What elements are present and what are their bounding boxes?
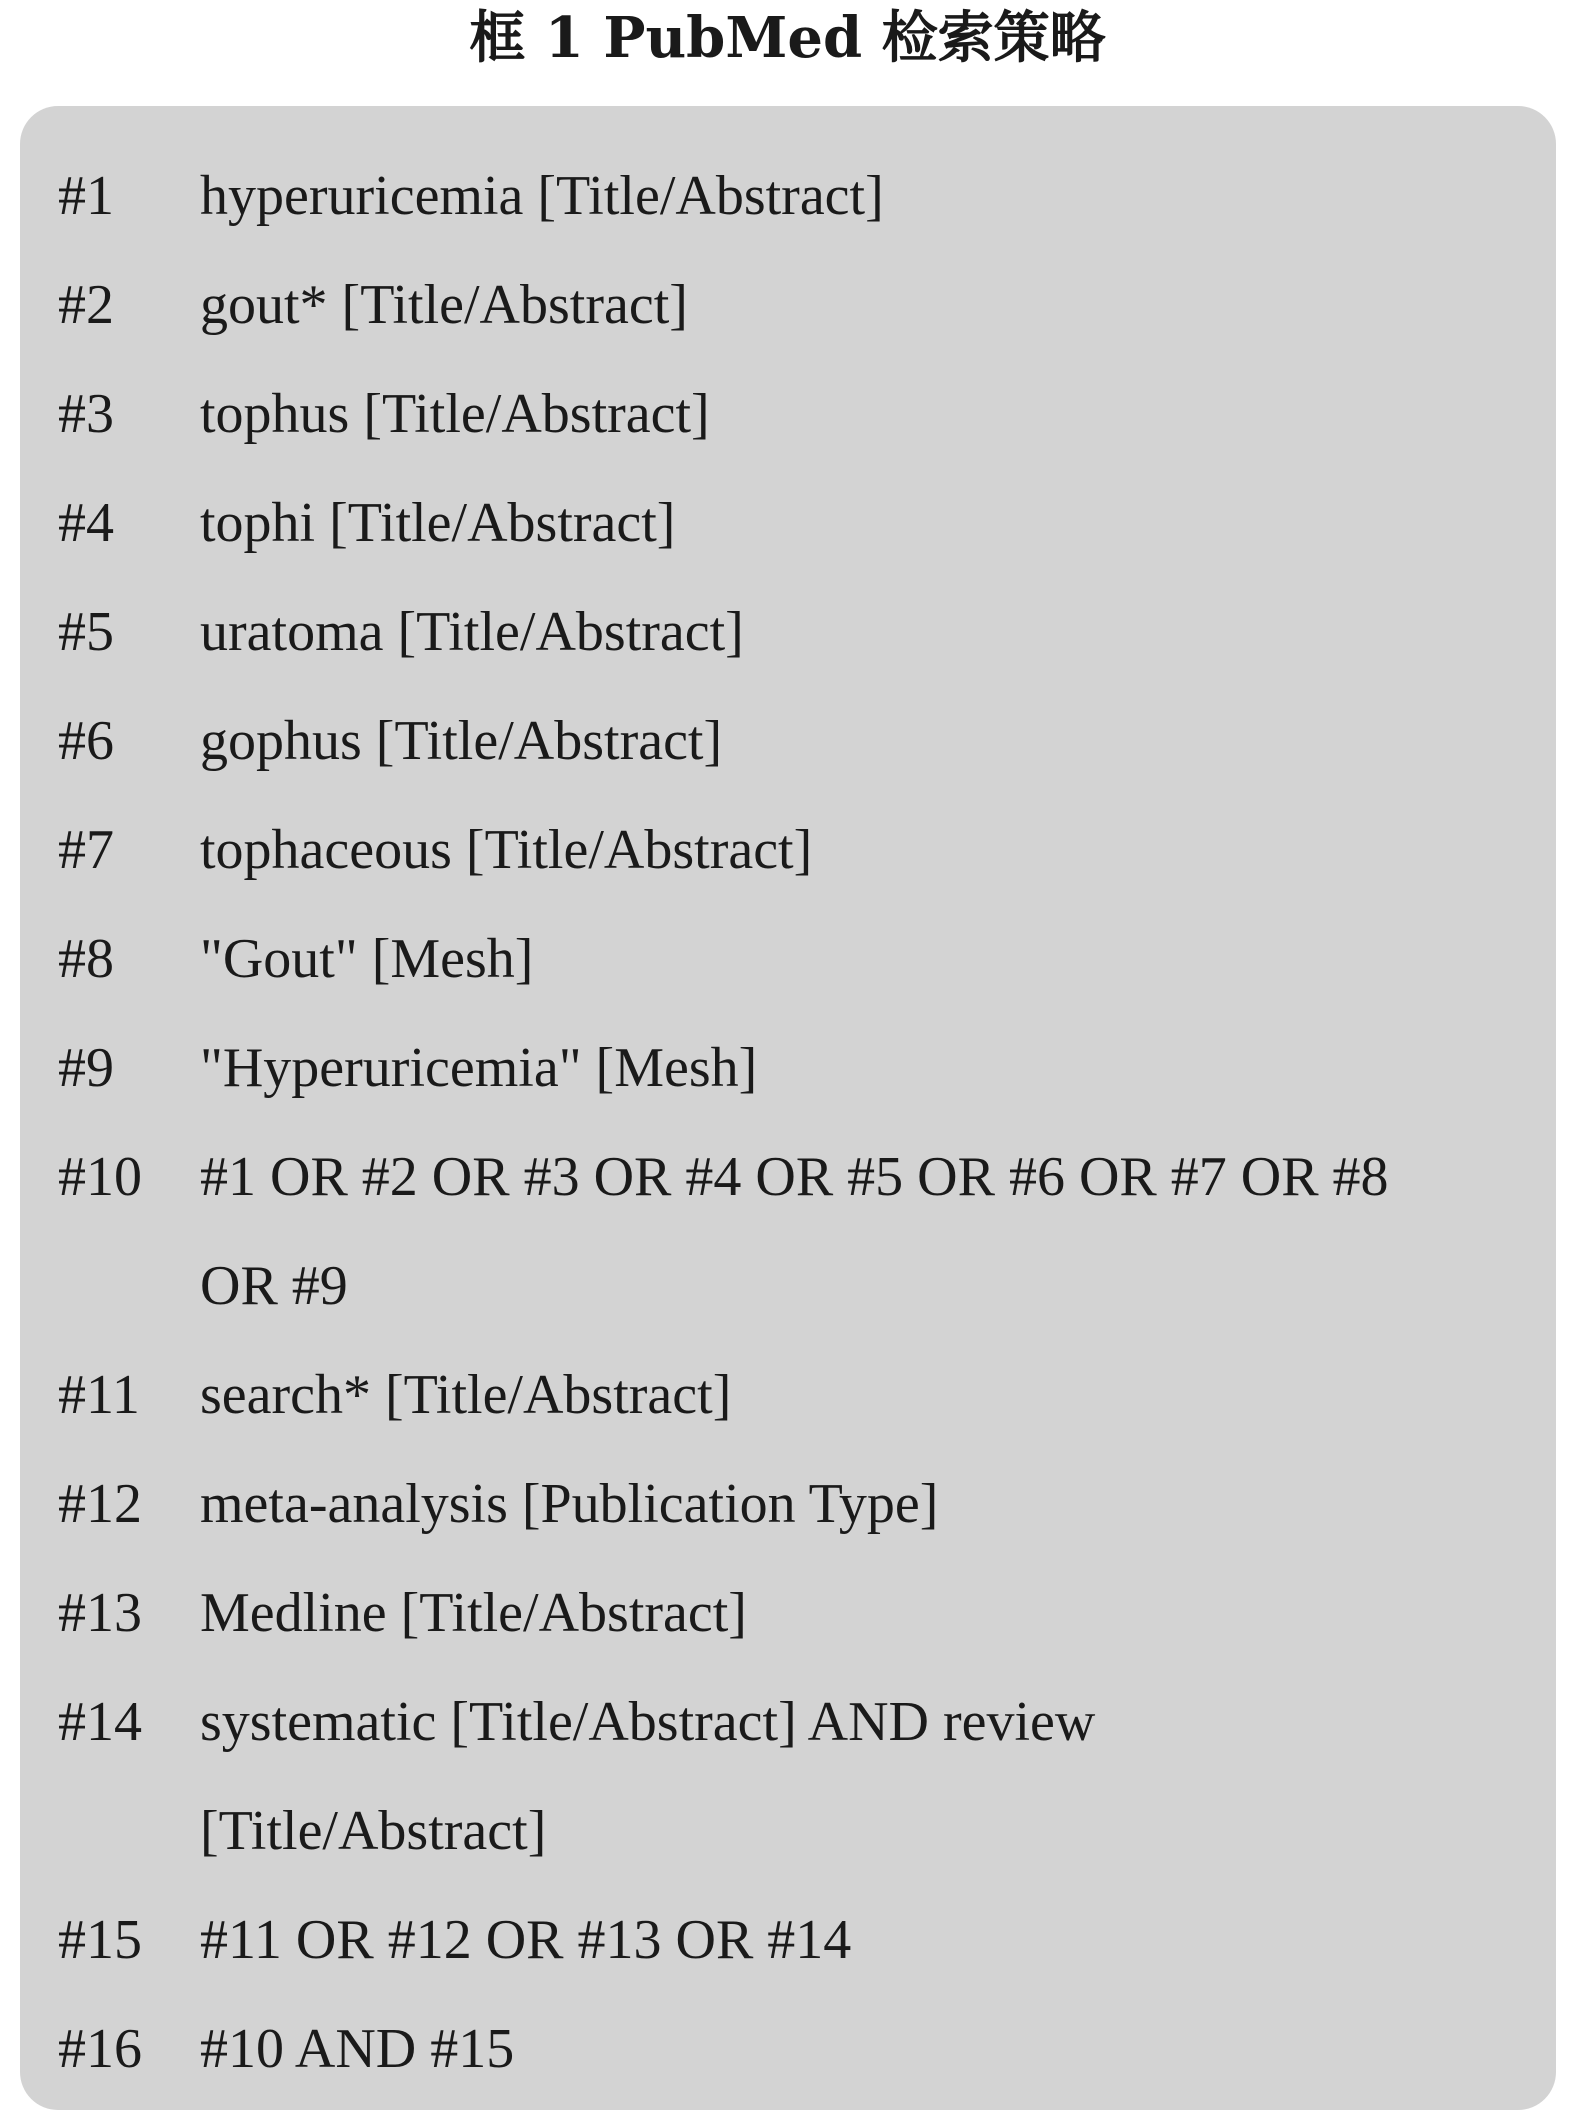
search-step-10-continued: [58, 1232, 1498, 1341]
step-query: #11 OR #12 OR #13 OR #14: [200, 1909, 852, 1971]
step-number: #14: [58, 1691, 142, 1753]
search-step-9: [58, 1014, 1498, 1123]
step-query: meta-analysis [Publication Type]: [200, 1473, 939, 1535]
search-step-11: [58, 1341, 1498, 1450]
step-query: gophus [Title/Abstract]: [200, 710, 723, 772]
search-step-1: [58, 142, 1498, 251]
step-query: hyperuricemia [Title/Abstract]: [200, 165, 884, 227]
step-number: #1: [58, 165, 114, 227]
search-step-8: [58, 905, 1498, 1014]
step-number: #6: [58, 710, 114, 772]
step-number: #11: [58, 1364, 140, 1426]
step-query-continued: [Title/Abstract]: [200, 1800, 547, 1862]
step-number: #12: [58, 1473, 142, 1535]
step-query: gout* [Title/Abstract]: [200, 274, 688, 336]
step-query: tophi [Title/Abstract]: [200, 492, 676, 554]
step-query: tophaceous [Title/Abstract]: [200, 819, 813, 881]
step-query: tophus [Title/Abstract]: [200, 383, 710, 445]
step-number: #10: [58, 1146, 142, 1208]
search-step-5: [58, 578, 1498, 687]
step-number: #8: [58, 928, 114, 990]
step-query: #10 AND #15: [200, 2018, 515, 2080]
step-number: #3: [58, 383, 114, 445]
step-number: #7: [58, 819, 114, 881]
search-step-2: [58, 251, 1498, 360]
search-step-3: [58, 360, 1498, 469]
step-number: #2: [58, 274, 114, 336]
search-step-14: [58, 1668, 1498, 1777]
step-query: search* [Title/Abstract]: [200, 1364, 732, 1426]
search-step-6: [58, 687, 1498, 796]
step-query: "Hyperuricemia" [Mesh]: [200, 1037, 758, 1099]
search-step-14-continued: [58, 1777, 1498, 1886]
search-step-16: [58, 1995, 1498, 2104]
step-number: #16: [58, 2018, 142, 2080]
step-number: #5: [58, 601, 114, 663]
box-title: 框 1 PubMed 检索策略: [469, 5, 1106, 71]
search-step-4: [58, 469, 1498, 578]
step-number: #13: [58, 1582, 142, 1644]
search-step-7: [58, 796, 1498, 905]
step-number: #15: [58, 1909, 142, 1971]
step-query: #1 OR #2 OR #3 OR #4 OR #5 OR #6 OR #7 OR #8: [200, 1146, 1389, 1208]
step-query: Medline [Title/Abstract]: [200, 1582, 747, 1644]
step-query-continued: OR #9: [200, 1255, 348, 1317]
search-steps-list: [58, 142, 1498, 2104]
search-step-13: [58, 1559, 1498, 1668]
step-number: #9: [58, 1037, 114, 1099]
search-step-15: [58, 1886, 1498, 1995]
search-step-12: [58, 1450, 1498, 1559]
step-query: systematic [Title/Abstract] AND review: [200, 1691, 1096, 1753]
step-query: "Gout" [Mesh]: [200, 928, 534, 990]
step-query: uratoma [Title/Abstract]: [200, 601, 744, 663]
search-step-10: [58, 1123, 1498, 1232]
step-number: #4: [58, 492, 114, 554]
